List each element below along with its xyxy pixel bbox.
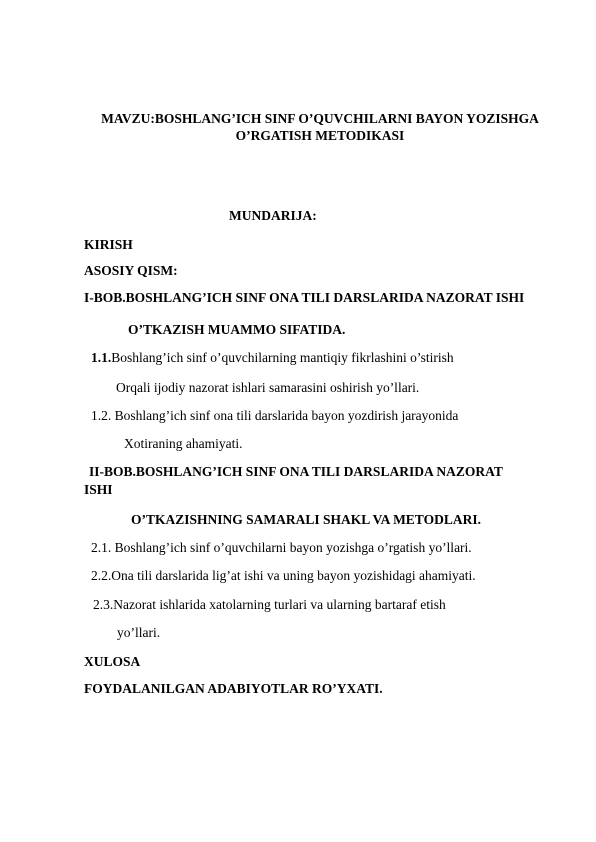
toc-intro: KIRISH — [84, 237, 133, 252]
toc-section-2-2: 2.2.Ona tili darslarida lig’at ishi va uning bayon yozishidagi ahamiyati. — [91, 568, 476, 583]
toc-section-1-1-text: Boshlang’ich sinf o’quvchilarning mantiqiy fikrlashini o’stirish — [111, 350, 454, 365]
toc-section-2-1: 2.1. Boshlang’ich sinf o’quvchilarni bayon yozishga o’rgatish yo’llari. — [91, 540, 472, 555]
toc-references: FOYDALANILGAN ADABIYOTLAR RO’YXATI. — [84, 681, 383, 696]
contents-heading: MUNDARIJA: — [229, 208, 317, 223]
toc-conclusion: XULOSA — [84, 654, 141, 669]
toc-chapter-1-line-2: O’TKAZISH MUAMMO SIFATIDA. — [128, 322, 346, 337]
toc-chapter-2-line-3: O’TKAZISHNING SAMARALI SHAKL VA METODLARI. — [131, 512, 481, 527]
toc-section-2-3-line-2: yo’llari. — [117, 625, 161, 640]
toc-chapter-1-line-1: I-BOB.BOSHLANG’ICH SINF ONA TILI DARSLARIDA NAZORAT ISHI — [84, 290, 525, 305]
toc-section-1-1-line-1 — [91, 350, 454, 366]
toc-section-1-2-line-2: Xotiraning ahamiyati. — [124, 436, 243, 451]
title-line-1: MAVZU:BOSHLANG’ICH SINF O’QUVCHILARNI BAYON YOZISHGA — [101, 111, 539, 126]
toc-section-1-1-number: 1.1. — [91, 350, 112, 365]
toc-chapter-2-line-2: ISHI — [84, 482, 113, 497]
toc-section-2-3-line-1: 2.3.Nazorat ishlarida xatolarning turlari va ularning bartaraf etish — [93, 597, 446, 612]
toc-chapter-2-line-1: II-BOB.BOSHLANG’ICH SINF ONA TILI DARSLARIDA NAZORAT — [89, 464, 503, 479]
toc-main-part: ASOSIY QISM: — [84, 263, 178, 278]
title-line-2: O’RGATISH METODIKASI — [235, 128, 405, 143]
toc-section-1-1-line-2: Orqali ijodiy nazorat ishlari samarasini oshirish yo’llari. — [116, 380, 420, 395]
toc-section-1-2-line-1: 1.2. Boshlang’ich sinf ona tili darslarida bayon yozdirish jarayonida — [91, 408, 459, 423]
